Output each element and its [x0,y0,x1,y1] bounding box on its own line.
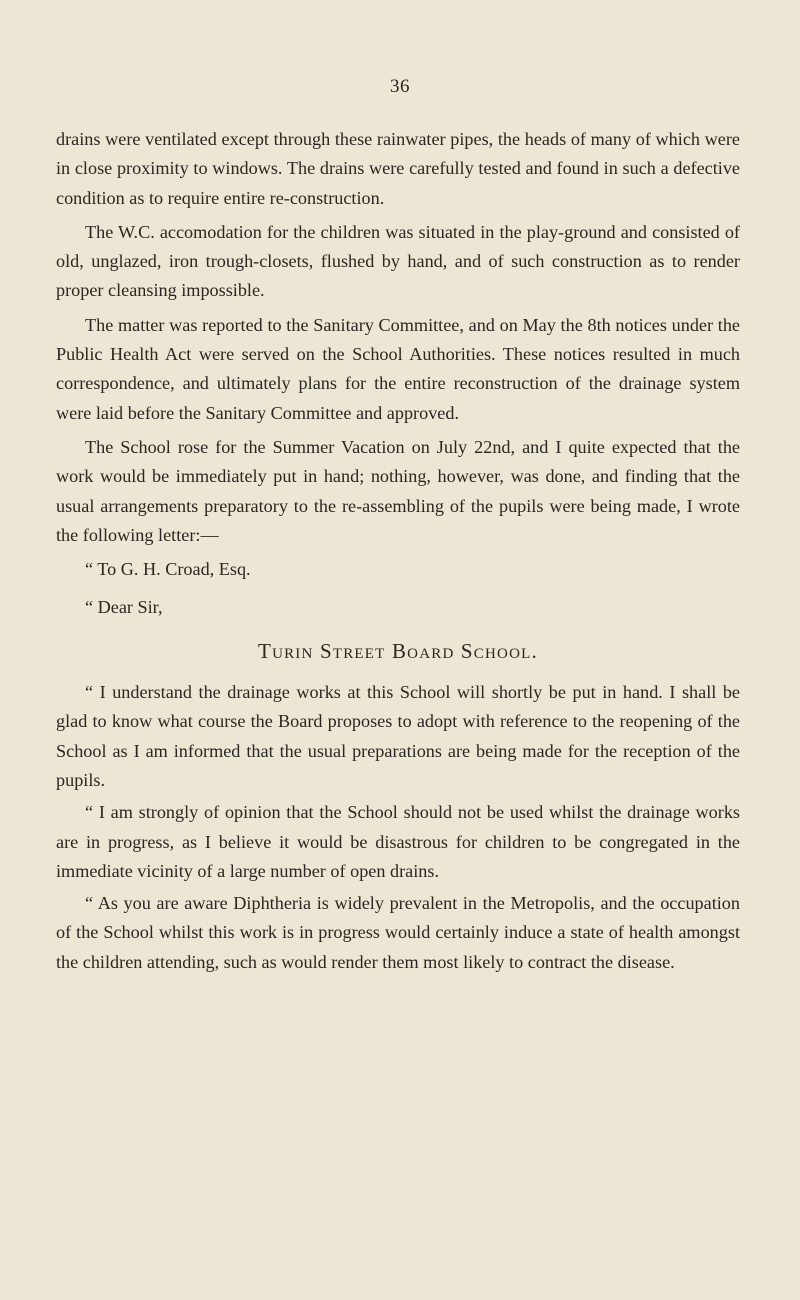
paragraph-summer-vacation: The School rose for the Summer Vacation on July 22nd, and I quite expected that the work would be immediately put in hand; nothing, however, was done, and finding that the usual arrangements preparatory to the re-assembling of the pupils were being made, I wrote the following letter:— [56,436,740,545]
page-number: 36 [390,76,410,97]
paragraph-sanitary-committee: The matter was reported to the Sanitary Committee, and on May the 8th notices under the Public Health Act were served on the School Authorities. These notices resulted in much correspondence, and ultimately plans for the entire reconstruction of the drainage system were laid before the Sanitary Committee and approved. [56,314,740,423]
paragraph-wc-accommodation: The W.C. accomodation for the children was situated in the play-ground and consisted of old, unglazed, iron trough-closets, flushed by hand, and of such construction as to render proper cleansing impossible. [56,221,740,301]
letter-paragraph-drainage-works: “ I understand the drainage works at this School will shortly be put in hand. I shall be glad to know what course the Board proposes to adopt with reference to the reopening of the School as I am informed that the usual preparations are being made for the reception of the pupils. [56,682,740,790]
letter-paragraph-diphtheria: “ As you are aware Diphtheria is widely prevalent in the Metropolis, and the occupation of the School whilst this work is in progress would certainly induce a state of health amongst the children attending, such as would render them most likely to contract the disease. [56,893,740,972]
letter-greeting: “ Dear Sir, [85,597,163,618]
body-text [56,125,740,980]
letter-paragraph-opinion: “ I am strongly of opinion that the School should not be used whilst the drainage works are in progress, as I believe it would be disastrous for children to be congregated in the immediate vicinity of a large number of open drains. [56,802,740,881]
paragraph-drains: drains were ventilated except through these rainwater pipes, the heads of many of which were in close proximity to windows. The drains were carefully tested and found in such a defective condition as to require entire re-construction. [56,129,740,208]
letter-heading: Turin Street Board School. [258,638,538,663]
letter-addressee: “ To G. H. Croad, Esq. [85,559,251,580]
